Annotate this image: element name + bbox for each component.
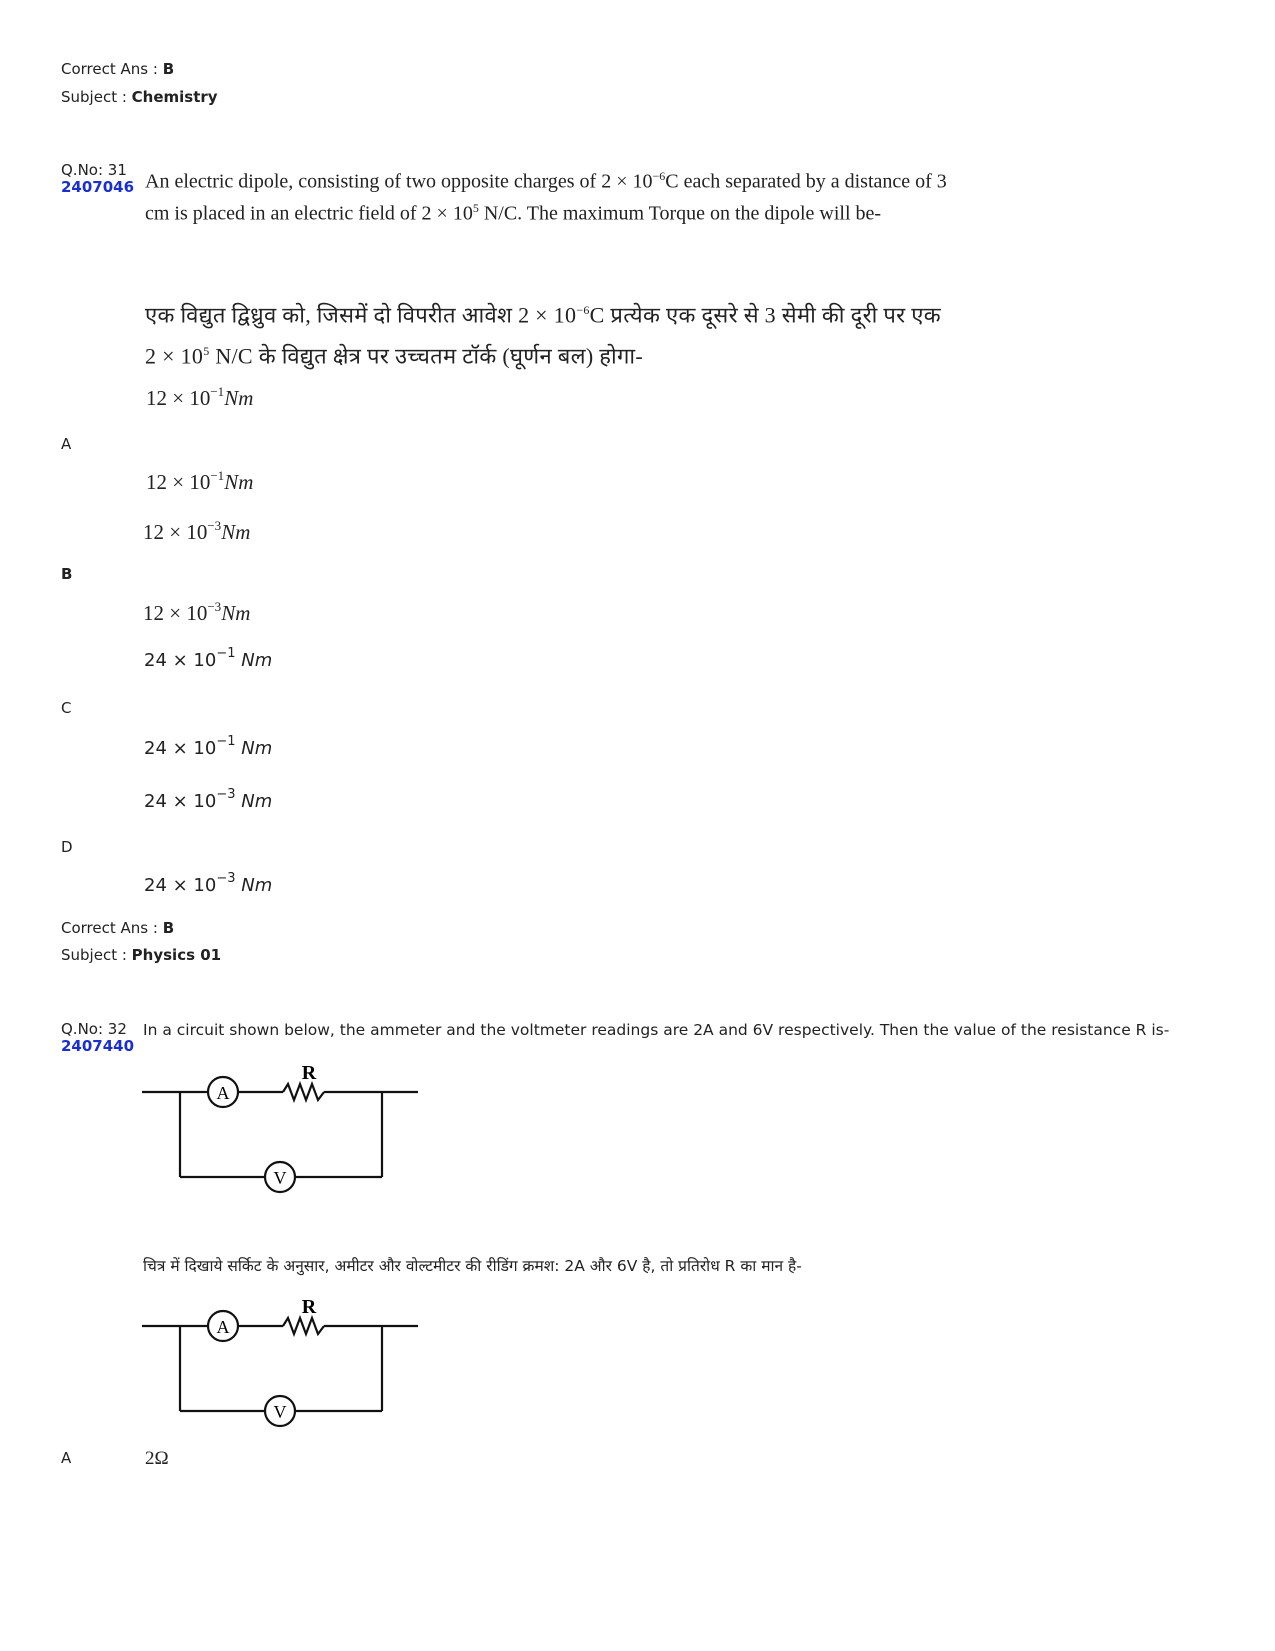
option-mantissa: 24 × 10 (144, 875, 217, 896)
q31-correct-answer (61, 919, 174, 937)
prev-subject (61, 88, 218, 106)
option-unit: Nm (224, 386, 254, 410)
option-mantissa: 24 × 10 (144, 791, 217, 812)
option-unit: Nm (241, 791, 273, 812)
option-unit: Nm (241, 875, 273, 896)
q31-hi-exp2: 5 (203, 344, 210, 359)
correct-answer-value: B (162, 60, 175, 78)
ammeter-label: A (216, 1317, 230, 1337)
resistor-label: R (301, 1296, 317, 1318)
option-exponent: −1 (210, 468, 225, 483)
q31-option-d[interactable] (144, 871, 272, 896)
q31-option-d-preview (144, 787, 272, 812)
q31-option-a[interactable] (146, 468, 253, 495)
option-mantissa: 12 × 10 (143, 601, 208, 625)
q32-circuit-diagram-hindi (140, 1296, 425, 1431)
q32-number: Q.No: 32 (61, 1020, 127, 1038)
option-mantissa: 24 × 10 (144, 650, 217, 671)
subject-value: Chemistry (131, 88, 218, 106)
q31-en-part2: C each separated by a distance of 3 cm is placed in an electric field of 2 × 10 (145, 170, 947, 225)
q31-en-exp1: −6 (652, 169, 666, 183)
voltmeter-label: V (273, 1402, 287, 1422)
q31-option-b-preview (143, 518, 250, 545)
correct-answer-label: Correct Ans : (61, 919, 163, 937)
q31-text-hindi (145, 292, 945, 375)
option-mantissa: 12 × 10 (143, 520, 208, 544)
q31-option-a-preview (146, 384, 253, 411)
q31-option-b-letter: B (61, 565, 73, 583)
ammeter-symbol (208, 1077, 238, 1107)
option-unit: Nm (221, 520, 251, 544)
option-mantissa: 24 × 10 (144, 738, 217, 759)
prev-correct-answer (61, 60, 174, 78)
option-unit: Nm (221, 601, 251, 625)
q31-text-english (145, 163, 965, 226)
voltmeter-symbol (265, 1396, 295, 1426)
option-unit: Nm (224, 470, 254, 494)
subject-label: Subject : (61, 88, 132, 106)
q31-hi-exp1: −6 (576, 303, 590, 317)
option-mantissa: 12 × 10 (146, 470, 211, 494)
option-unit: Nm (241, 650, 273, 671)
q32-option-a[interactable]: 2Ω (145, 1448, 169, 1469)
q31-option-c[interactable] (144, 734, 272, 759)
resistor-label: R (301, 1062, 317, 1084)
q32-option-a-letter: A (61, 1449, 72, 1467)
option-exponent: −1 (210, 384, 225, 399)
correct-answer-value: B (162, 919, 175, 937)
q31-hi-part1: एक विद्युत द्विध्रुव को, जिसमें दो विपरीत आवेश 2 × 10 (145, 302, 577, 328)
voltmeter-label: V (273, 1168, 287, 1188)
q31-option-a-letter: A (61, 435, 72, 453)
q31-option-c-preview (144, 646, 272, 671)
q31-en-exp2: 5 (472, 200, 479, 215)
option-exponent: −3 (216, 871, 236, 886)
option-exponent: −1 (216, 734, 236, 749)
q32-text-english: In a circuit shown below, the ammeter and the voltmeter readings are 2A and 6V respectively. Then the value of the resistance R is- (143, 1021, 1170, 1039)
q31-option-b[interactable] (143, 599, 250, 626)
q32-id: 2407440 (61, 1037, 135, 1055)
q31-subject (61, 946, 221, 964)
q31-hi-part3: N/C के विद्युत क्षेत्र पर उच्चतम टॉर्क (घूर्णन बल) होगा- (209, 343, 643, 369)
q31-en-part3: N/C. The maximum Torque on the dipole will be- (478, 202, 882, 225)
option-exponent: −3 (216, 787, 236, 802)
option-exponent: −3 (207, 599, 222, 614)
q31-hi-part2: C प्रत्येक एक दूसरे से 3 सेमी की दूरी पर एक 2 × 10 (145, 302, 941, 369)
q32-circuit-diagram-english (140, 1062, 425, 1197)
option-exponent: −1 (216, 646, 236, 661)
voltmeter-symbol (265, 1162, 295, 1192)
q31-option-c-letter: C (61, 699, 72, 717)
q32-text-hindi: चित्र में दिखाये सर्किट के अनुसार, अमीटर और वोल्टमीटर की रीडिंग क्रमश: 2A और 6V है, तो प्रतिरोध R का मान है- (143, 1257, 802, 1275)
q31-id: 2407046 (61, 178, 135, 196)
correct-answer-label: Correct Ans : (61, 60, 163, 78)
q31-number: Q.No: 31 (61, 161, 127, 179)
subject-value: Physics 01 (131, 946, 222, 964)
option-unit: Nm (241, 738, 273, 759)
ammeter-symbol (208, 1311, 238, 1341)
option-exponent: −3 (207, 518, 222, 533)
option-mantissa: 12 × 10 (146, 386, 211, 410)
q31-option-d-letter: D (61, 838, 73, 856)
q31-en-part1: An electric dipole, consisting of two opposite charges of 2 × 10 (145, 170, 653, 193)
ammeter-label: A (216, 1083, 230, 1103)
subject-label: Subject : (61, 946, 132, 964)
